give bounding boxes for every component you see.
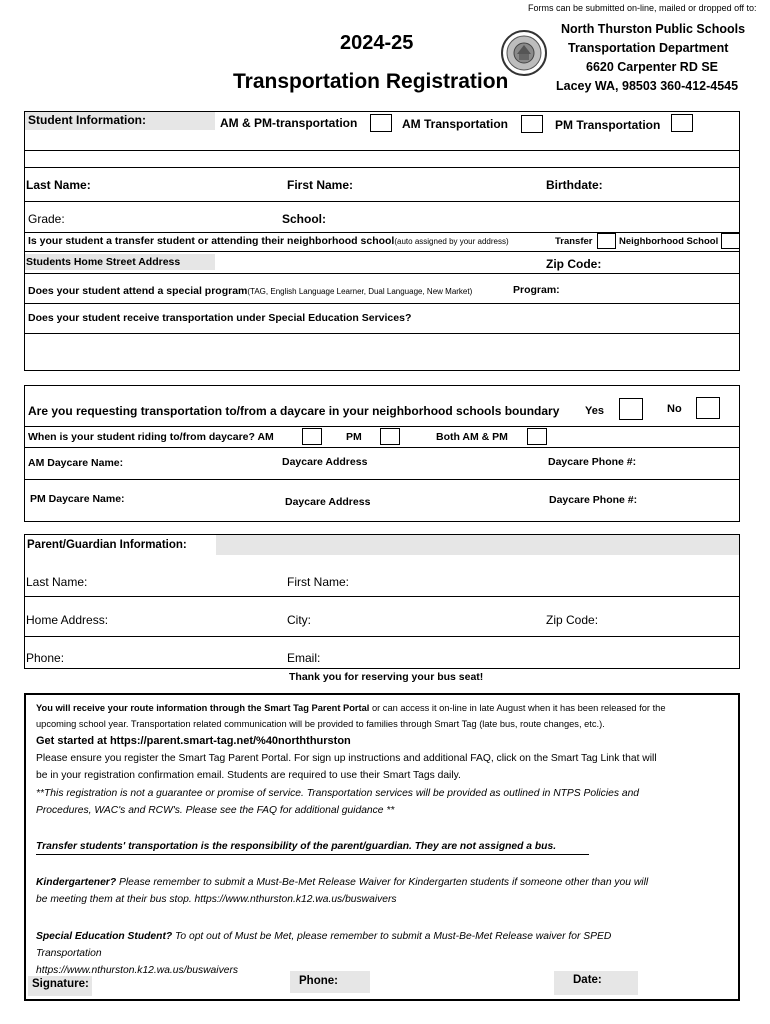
sped-note-link[interactable]: https://www.nthurston.k12.wa.us/buswaivers <box>36 965 239 976</box>
student-grade-label: Grade: <box>28 212 65 226</box>
daycare-yes-label: Yes <box>585 405 604 417</box>
am-daycare-address-label: Daycare Address <box>282 456 368 468</box>
daycare-pm-checkbox[interactable] <box>380 428 400 445</box>
get-started-link[interactable]: Get started at https://parent.smart-tag.net/%40norththurston <box>36 735 351 747</box>
special-program-question <box>28 285 472 297</box>
info-paragraph-3-line-1: **This registration is not a guarantee or promise of service. Transportation services will be provided as outlined in NTPS Policies and <box>36 788 640 799</box>
info-smart-tag-bold: You will receive your route information through the Smart Tag Parent Portal <box>36 703 370 713</box>
parent-zip-label: Zip Code: <box>546 613 599 627</box>
kindergarten-note-line-2[interactable]: be meeting them at their bus stop. https://www.nthurston.k12.wa.us/buswaivers <box>36 894 397 905</box>
am-daycare-name-label: AM Daycare Name: <box>28 457 124 469</box>
transfer-note-underline <box>36 854 589 855</box>
daycare-both-label: Both AM & PM <box>436 431 508 443</box>
daycare-question: Are you requesting transportation to/from a daycare in your neighborhood schools boundary <box>28 404 560 418</box>
transfer-label: Transfer <box>555 236 593 247</box>
student-first-name-label: First Name: <box>287 178 354 192</box>
info-paragraph-2-line-2: be in your registration confirmation email. Students are required to use their Smart Tags daily. <box>36 770 461 781</box>
student-birthdate-label: Birthdate: <box>546 178 603 192</box>
parent-phone-label: Phone: <box>26 651 65 665</box>
department-city-phone: Lacey WA, 98503 360-412-4545 <box>556 79 739 93</box>
pm-daycare-phone-label: Daycare Phone #: <box>549 494 638 506</box>
divider <box>24 167 740 168</box>
sped-note-line-1 <box>36 928 611 946</box>
parent-email-label: Email: <box>287 651 321 665</box>
sped-note-bold: Special Education Student? <box>36 931 173 942</box>
student-school-label: School: <box>282 212 326 226</box>
am-pm-transport-checkbox[interactable] <box>370 114 392 132</box>
kindergarten-note-bold: Kindergartener? <box>36 877 117 888</box>
transfer-question-note: (auto assigned by your address) <box>394 237 509 246</box>
info-paragraph-1-line-2: upcoming school year. Transportation related communication will be provided to families through Smart Tag (late bus, route changes, etc.). <box>36 719 605 729</box>
daycare-am-checkbox[interactable] <box>302 428 322 445</box>
divider <box>24 251 740 252</box>
sped-question: Does your student receive transportation under Special Education Services? <box>28 312 412 324</box>
divider <box>24 232 740 233</box>
daycare-pm-label: PM <box>346 431 362 443</box>
am-transport-checkbox[interactable] <box>521 115 543 133</box>
transfer-question <box>28 235 509 247</box>
student-zip-label: Zip Code: <box>546 257 602 271</box>
divider <box>24 636 740 637</box>
daycare-no-label: No <box>667 403 682 415</box>
info-paragraph-3-line-2: Procedures, WAC's and RCW's. Please see the FAQ for additional guidance ** <box>36 805 395 816</box>
daycare-yes-checkbox[interactable] <box>619 398 643 420</box>
info-smart-tag-rest: or can access it on-line in late August when it has been released for the <box>369 703 666 713</box>
daycare-when-label: When is your student riding to/from daycare? AM <box>28 431 274 443</box>
parent-first-name-label: First Name: <box>287 575 350 589</box>
neighborhood-school-label: Neighborhood School <box>619 236 719 247</box>
divider <box>24 273 740 274</box>
student-last-name-label: Last Name: <box>26 178 91 192</box>
parent-section-label-bg <box>216 535 739 555</box>
signature-date-label: Date: <box>573 974 602 986</box>
divider <box>24 426 740 427</box>
neighborhood-school-checkbox[interactable] <box>721 233 740 249</box>
special-program-question-text: Does your student attend a special program <box>28 285 248 297</box>
pm-transport-checkbox[interactable] <box>671 114 693 132</box>
district-name: North Thurston Public Schools <box>561 22 746 36</box>
department-name: Transportation Department <box>568 41 729 55</box>
daycare-both-checkbox[interactable] <box>527 428 547 445</box>
info-paragraph-2-line-1: Please ensure you register the Smart Tag Parent Portal. For sign up instructions and additional FAQ, click on the Smart Tag Link that will <box>36 753 657 764</box>
divider <box>24 596 740 597</box>
parent-section-label: Parent/Guardian Information: <box>27 539 187 551</box>
am-pm-transport-label: AM & PM-transportation <box>220 116 358 130</box>
divider <box>24 447 740 448</box>
divider <box>24 201 740 202</box>
signature-phone-label: Phone: <box>299 975 338 987</box>
divider <box>24 479 740 480</box>
submission-note: Forms can be submitted on-line, mailed or dropped off to: <box>528 3 757 13</box>
divider <box>24 303 740 304</box>
department-street: 6620 Carpenter RD SE <box>586 60 719 74</box>
am-transport-label: AM Transportation <box>402 117 509 131</box>
kindergarten-note-line-1 <box>36 874 648 892</box>
signature-label: Signature: <box>32 978 89 990</box>
divider <box>24 150 740 151</box>
parent-home-address-label: Home Address: <box>26 613 109 627</box>
sped-note-rest: To opt out of Must be Met, please remember to submit a Must-Be-Met Release waiver for SPED <box>172 931 612 942</box>
form-title: Transportation Registration <box>233 70 509 93</box>
sped-note-line-2: Transportation <box>36 948 102 959</box>
divider <box>24 333 740 334</box>
thank-you-message: Thank you for reserving your bus seat! <box>289 671 484 683</box>
form-year: 2024-25 <box>340 32 414 54</box>
transfer-checkbox[interactable] <box>597 233 616 249</box>
pm-daycare-name-label: PM Daycare Name: <box>30 493 125 505</box>
pm-daycare-address-label: Daycare Address <box>285 496 371 508</box>
parent-city-label: City: <box>287 613 311 627</box>
special-program-note: (TAG, English Language Learner, Dual Language, New Market) <box>247 287 473 296</box>
pm-transport-label: PM Transportation <box>555 118 661 132</box>
transfer-question-text: Is your student a transfer student or attending their neighborhood school <box>28 235 395 247</box>
kindergarten-note-rest: Please remember to submit a Must-Be-Met Release Waiver for Kindergarten students if someone other than you will <box>116 877 649 888</box>
program-label: Program: <box>513 284 560 296</box>
student-section-label: Student Information: <box>28 113 146 127</box>
daycare-no-checkbox[interactable] <box>696 397 720 419</box>
parent-last-name-label: Last Name: <box>26 575 88 589</box>
am-daycare-phone-label: Daycare Phone #: <box>548 456 637 468</box>
home-street-label: Students Home Street Address <box>26 256 181 268</box>
transfer-responsibility-note: Transfer students' transportation is the responsibility of the parent/guardian. They are not assigned a bus. <box>36 841 557 852</box>
district-seal-icon <box>500 28 548 78</box>
